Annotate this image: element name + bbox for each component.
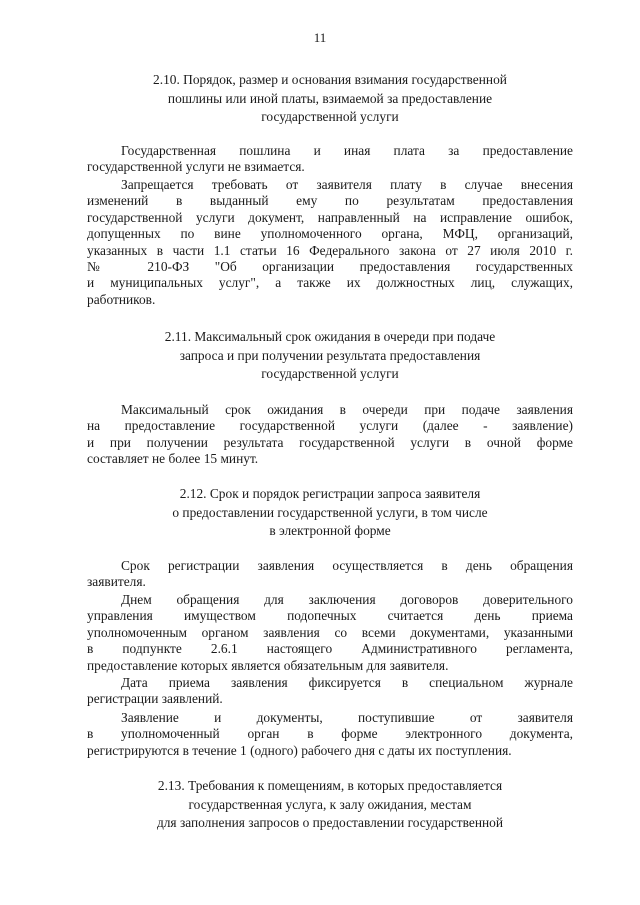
section-2-13-heading bbox=[80, 777, 580, 833]
text-line: в уполномоченный орган в форме электронного документа, bbox=[87, 726, 573, 742]
text-line: государственной услуги документ, направленный на исправление ошибок, bbox=[87, 209, 573, 225]
text-line: заявителя. bbox=[87, 574, 146, 590]
heading-line: для заполнения запросов о предоставлении государственной bbox=[156, 815, 504, 830]
text-line: Днем обращения для заключения договоров доверительного bbox=[121, 592, 573, 607]
text-line: и муниципальных услуг", а также их должностных лиц, служащих, bbox=[87, 275, 573, 291]
text-line: работников. bbox=[87, 291, 156, 307]
text-line: в подпункте 2.6.1 настоящего Административного регламента, bbox=[87, 641, 573, 657]
page-number: 11 bbox=[313, 30, 327, 45]
section-2-12-paragraph bbox=[87, 710, 573, 759]
heading-line: государственная услуга, к залу ожидания, местам bbox=[188, 796, 472, 812]
text-line: регистрируются в течение 1 (одного) рабочего дня с даты их поступления. bbox=[87, 742, 512, 758]
text-line: составляет не более 15 минут. bbox=[87, 451, 259, 467]
text-line: указанных в части 1.1 статьи 16 Федерального закона от 27 июля 2010 г. bbox=[87, 242, 573, 258]
text-line: Дата приема заявления фиксируется в специальном журнале bbox=[121, 675, 573, 690]
heading-line: в электронной форме bbox=[269, 523, 391, 538]
heading-line: запроса и при получении результата предоставления bbox=[179, 347, 481, 363]
heading-line: 2.11. Максимальный срок ожидания в очереди при подаче bbox=[164, 329, 496, 344]
section-2-12-paragraph bbox=[87, 558, 573, 591]
text-line: изменений в выданный ему по результатам предоставления bbox=[87, 193, 573, 209]
text-line: № 210-ФЗ "Об организации предоставления государственных bbox=[87, 258, 573, 274]
text-line: управления имуществом подопечных считается день приема bbox=[87, 608, 573, 624]
section-2-12-paragraph bbox=[87, 592, 573, 674]
text-line: Государственная пошлина и иная плата за предоставление bbox=[121, 143, 573, 158]
section-2-10-paragraph bbox=[87, 143, 573, 176]
section-2-10-heading bbox=[80, 71, 580, 127]
heading-line: о предоставлении государственной услуги, в том числе bbox=[172, 504, 488, 520]
text-line: на предоставление государственной услуги (далее - заявление) bbox=[87, 418, 573, 434]
heading-line: государственной услуги bbox=[261, 109, 399, 124]
heading-line: 2.12. Срок и порядок регистрации запроса заявителя bbox=[179, 486, 481, 501]
text-line: Запрещается требовать от заявителя плату в случае внесения bbox=[121, 177, 573, 192]
text-line: допущенных по вине уполномоченного органа, МФЦ, организаций, bbox=[87, 226, 573, 242]
section-2-12-paragraph bbox=[87, 675, 573, 708]
text-line: регистрации заявлений. bbox=[87, 691, 223, 707]
text-line: государственной услуги не взимается. bbox=[87, 159, 305, 175]
heading-line: пошлины или иной платы, взимаемой за предоставление bbox=[167, 90, 493, 106]
text-line: Заявление и документы, поступившие от заявителя bbox=[121, 710, 573, 725]
section-2-10-paragraph bbox=[87, 177, 573, 308]
heading-line: 2.13. Требования к помещениям, в которых предоставляется bbox=[157, 778, 503, 793]
section-2-12-heading bbox=[80, 485, 580, 541]
text-line: уполномоченным органом заявления со всеми документами, указанными bbox=[87, 624, 573, 640]
section-2-11-paragraph bbox=[87, 402, 573, 468]
section-2-11-heading bbox=[80, 328, 580, 384]
heading-line: государственной услуги bbox=[261, 366, 399, 381]
heading-line: 2.10. Порядок, размер и основания взимания государственной bbox=[153, 72, 507, 87]
text-line: предоставление которых является обязательным для заявителя. bbox=[87, 657, 449, 673]
text-line: Срок регистрации заявления осуществляется в день обращения bbox=[121, 558, 573, 573]
text-line: и при получении результата государственной услуги в очной форме bbox=[87, 434, 573, 450]
text-line: Максимальный срок ожидания в очереди при подаче заявления bbox=[121, 402, 573, 417]
